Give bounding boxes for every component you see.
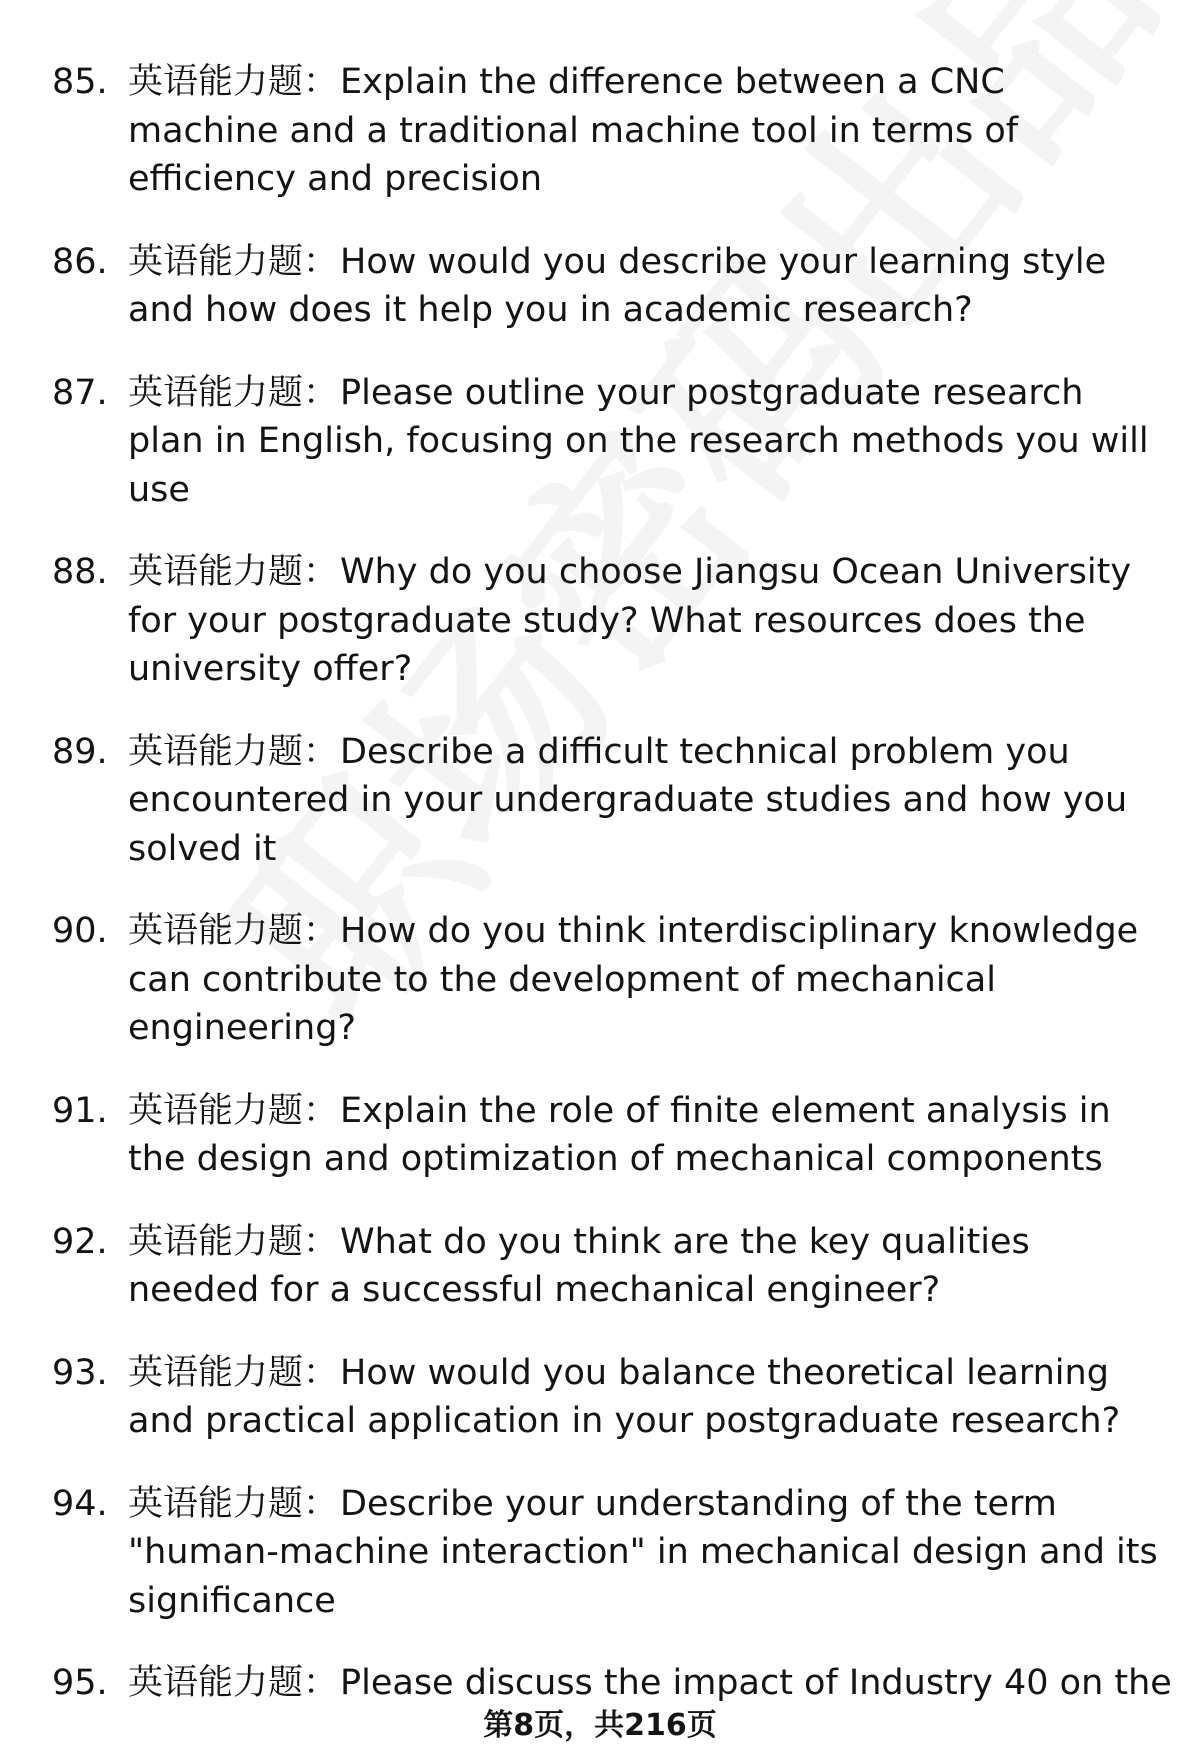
question-number: 85.: [52, 62, 108, 102]
question-tag: 英语能力题：: [128, 911, 339, 951]
question-number: 87.: [52, 372, 108, 413]
question-tag: 英语能力题：: [128, 1352, 339, 1393]
question-number: 90.: [52, 911, 108, 951]
question-number: 89.: [52, 731, 108, 772]
page-number-footer: 第8页，共216页: [483, 1708, 717, 1743]
question-number: 95.: [52, 1663, 108, 1703]
question-text: Explain the role of finite element analysis in the design and optimization of mechanical components: [128, 1090, 1111, 1179]
question-tag: 英语能力题：: [128, 1663, 339, 1703]
question-item: [52, 548, 1162, 694]
question-text: Please discuss the impact of Industry 40 on the: [340, 1663, 1172, 1703]
question-list: [52, 58, 1172, 1708]
question-number: 88.: [52, 552, 108, 592]
question-tag: 英语能力题：: [128, 552, 339, 592]
question-item: [52, 1659, 1172, 1708]
question-text: Describe your understanding of the term "human-machine interaction" in mechanical design and its significance: [128, 1483, 1158, 1621]
question-number: 92.: [52, 1221, 108, 1262]
question-item: [52, 1349, 1162, 1446]
question-tag: 英语能力题：: [128, 62, 339, 102]
question-text: Describe a difficult technical problem you encountered in your undergraduate studies and how you solved it: [128, 731, 1128, 869]
question-number: 91.: [52, 1090, 108, 1131]
question-tag: 英语能力题：: [128, 372, 339, 413]
question-tag: 英语能力题：: [128, 731, 339, 772]
question-text: Please outline your postgraduate research plan in English, focusing on the research methods you will use: [128, 372, 1149, 510]
question-item: [52, 907, 1162, 1053]
question-item: [52, 1480, 1162, 1626]
question-item: [52, 1218, 1162, 1315]
question-number: 94.: [52, 1483, 108, 1524]
question-text: Why do you choose Jiangsu Ocean University for your postgraduate study? What resources does the university offer?: [128, 552, 1132, 689]
question-item: [52, 238, 1162, 335]
question-text: What do you think are the key qualities needed for a successful mechanical engineer?: [128, 1221, 1030, 1310]
question-item: [52, 58, 1162, 204]
question-tag: 英语能力题：: [128, 1483, 339, 1524]
question-text: Explain the difference between a CNC machine and a traditional machine tool in terms of efficiency and precision: [128, 62, 1019, 199]
question-text: How do you think interdisciplinary knowledge can contribute to the development of mechanical engineering?: [128, 911, 1139, 1048]
question-item: [52, 369, 1162, 515]
question-tag: 英语能力题：: [128, 241, 339, 282]
question-text: How would you describe your learning style and how does it help you in academic research?: [128, 241, 1107, 330]
question-number: 93.: [52, 1352, 108, 1393]
question-number: 86.: [52, 241, 108, 282]
question-item: [52, 1087, 1162, 1184]
question-item: [52, 728, 1162, 874]
question-text: How would you balance theoretical learning and practical application in your postgraduate research?: [128, 1352, 1121, 1441]
question-tag: 英语能力题：: [128, 1221, 339, 1262]
question-tag: 英语能力题：: [128, 1090, 339, 1131]
